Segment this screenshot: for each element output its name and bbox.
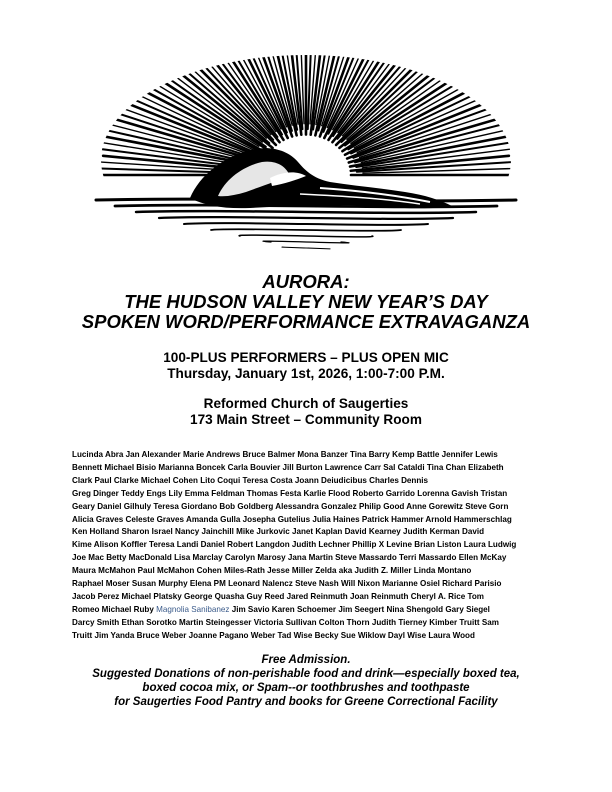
venue xyxy=(0,396,612,428)
performer-line: Alicia Graves Celeste Graves Amanda Gulla Josepha Gutelius Julia Haines Patrick Hammer Arnold Hammerschlag xyxy=(72,514,512,524)
donations-line-2: boxed cocoa mix, or Spam--or toothbrushes and toothpaste xyxy=(142,682,470,694)
performer-line: Darcy Smith Ethan Sorotko Martin Steingesser Victoria Sullivan Colton Thorn Judith Tierney Kimber Truitt Sam xyxy=(72,617,499,627)
ground-line xyxy=(239,235,373,237)
sun-ray xyxy=(159,18,273,140)
performer-line: Greg Dinger Teddy Engs Lily Emma Feldman Thomas Festa Karlie Flood Roberto Garrido Lorenna Gavish Tristan xyxy=(72,488,508,498)
performer-line: Raphael Moser Susan Murphy Elena PM Leonard Nalencz Steve Nash Will Nixon Marianne Osiel Richard Parisio xyxy=(72,579,502,589)
performer-list xyxy=(72,449,547,643)
performer-line: Maura McMahon Paul McMahon Cohen Miles-Rath Jesse Miller Zelda aka Judith Z. Miller Linda Montano xyxy=(72,566,472,576)
ground-line xyxy=(136,211,476,213)
donations-line-3: for Saugerties Food Pantry and books for Greene Correctional Facility xyxy=(114,696,498,708)
venue-name: Reformed Church of Saugerties xyxy=(203,396,409,411)
performer-line: Joe Mac Betty MacDonald Lisa Marclay Carolyn Marosy Jana Martin Steve Massardo Terri Massardo Ellen McKay xyxy=(72,553,507,563)
performer-names: Jim Savio Karen Schoemer Jim Seegert Nina Shengold Gary Siegel xyxy=(231,604,490,614)
event-details xyxy=(0,350,612,382)
performer-line: Ken Holland Sharon Israel Nancy Jainchill Mike Jurkovic Janet Kaplan David Kearney Judith Kerman David xyxy=(72,527,485,537)
sun-ray xyxy=(328,0,400,133)
ground-line xyxy=(184,223,428,225)
performers-headline: 100-PLUS PERFORMERS – PLUS OPEN MIC xyxy=(163,350,449,365)
performer-line: Clark Paul Clarke Michael Cohen Lito Coqui Teresa Costa Joann Deiudicibus Charles Dennis xyxy=(72,475,429,485)
sleeping-figure-sunrise-illustration xyxy=(0,0,612,270)
title-line-3: SPOKEN WORD/PERFORMANCE EXTRAVAGANZA xyxy=(81,311,531,332)
sun-ray xyxy=(313,0,338,130)
event-date: Thursday, January 1st, 2026, 1:00-7:00 P.M. xyxy=(167,366,445,381)
ground-line xyxy=(282,247,330,249)
title-line-1: AURORA: xyxy=(262,271,350,292)
performer-line: Bennett Michael Bisio Marianna Boncek Carla Bouvier Jill Burton Lawrence Carr Sal Cataldi Tina Chan Elizabeth xyxy=(72,462,504,472)
free-admission: Free Admission. xyxy=(261,654,351,666)
donations-line-1: Suggested Donations of non-perishable food and drink—especially boxed tea, xyxy=(92,668,520,680)
performer-line: Kime Alison Koffler Teresa Landi Daniel Robert Langdon Judith Lechner Phillip X Levine Brian Liston Laura Ludwig xyxy=(72,540,517,550)
event-title xyxy=(0,272,612,332)
admission-info xyxy=(0,653,612,709)
performer-name-muted: Magnolia Sanibanez xyxy=(156,604,230,614)
performer-line: Truitt Jim Yanda Bruce Weber Joanne Pagano Weber Tad Wise Becky Sue Wiklow Dayl Wise Laura Wood xyxy=(72,630,475,640)
performer-line: Geary Daniel Gilhuly Teresa Giordano Bob Goldberg Alessandra Gonzalez Philip Good Anne Gorewitz Steve Gorn xyxy=(72,501,509,511)
venue-address: 173 Main Street – Community Room xyxy=(190,412,422,427)
sun-ray xyxy=(102,61,262,151)
performer-line: Lucinda Abra Jan Alexander Marie Andrews Bruce Balmer Mona Banzer Tina Barry Kemp Battle Jennifer Lewis xyxy=(72,450,498,459)
performer-line: Jacob Perez Michael Platsky George Quasha Guy Reed Jared Reinmuth Joan Reinmuth Cheryl A. Rice Tom xyxy=(72,591,485,601)
title-line-2: THE HUDSON VALLEY NEW YEAR’S DAY xyxy=(124,291,488,312)
ground-line xyxy=(263,241,349,243)
performer-line xyxy=(72,604,547,617)
ground-line xyxy=(211,229,401,231)
ground-hatching xyxy=(96,199,516,249)
performer-names: Romeo Michael Ruby xyxy=(72,604,154,614)
sun-ray xyxy=(172,0,278,137)
sun-rays xyxy=(66,0,545,175)
sun-ray xyxy=(117,60,259,146)
sun-ray xyxy=(337,5,453,139)
ground-line xyxy=(159,217,453,219)
